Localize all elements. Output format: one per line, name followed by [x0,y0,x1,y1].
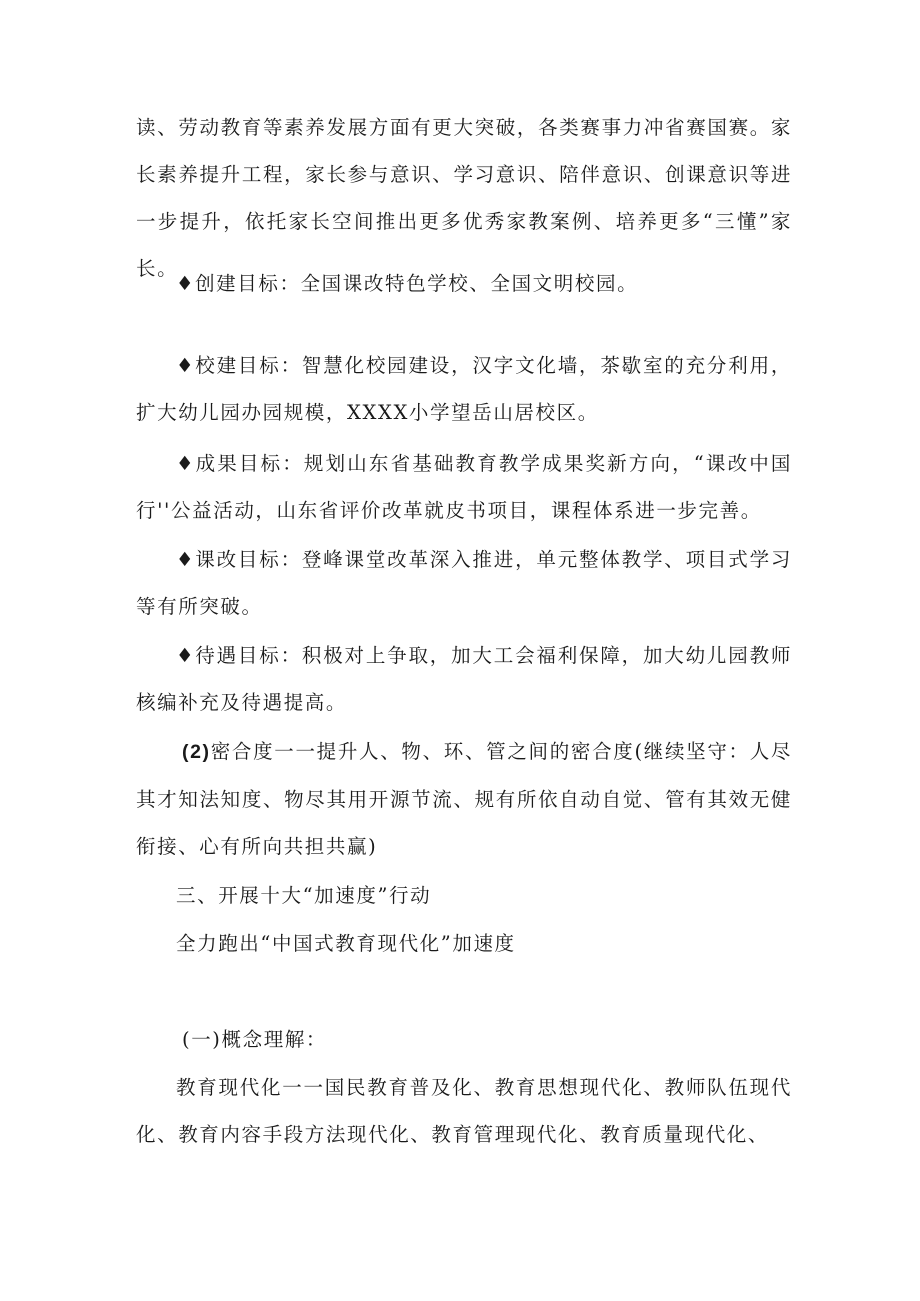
paragraph-closeness [136,728,792,870]
section-heading-acceleration: 三、开展十大“加速度”行动 [176,884,432,907]
paragraph-modernization-speed: 全力跑出“中国式教育现代化”加速度 [176,932,516,955]
paragraph-campus-goal: ♦校建目标：智慧化校园建设，汉字文化墙，茶歇室的充分利用，扩大幼儿园办园规模，XXXX小学望岳山居校区。 [136,354,792,424]
closeness-text: 密合度一一提升人、物、环、管之间的密合度(继续坚守：人尽其才知法知度、物尽其用开源节流、规有所依自动自觉、管有其效无健衔接、心有所向共担共赢) [136,740,792,858]
item-number: (2) [182,741,211,763]
paragraph-achievement-goal: ♦成果目标：规划山东省基础教育教学成果奖新方向，“课改中国行''公益活动，山东省评价改革就皮书项目，课程体系进一步完善。 [136,452,792,522]
subheading-concept: (一)概念理解： [182,1028,328,1051]
paragraph-reform-goal: ♦课改目标：登峰课堂改革深入推进，单元整体教学、项目式学习等有所突破。 [136,548,792,618]
paragraph-family-literacy: 读、劳动教育等素养发展方面有更大突破，各类赛事力冲省赛国赛。家长素养提升工程，家长参与意识、学习意识、陪伴意识、创课意识等进一步提升，依托家长空间推出更多优秀家教案例、培养更多“三懂”家长。 [136,116,792,280]
paragraph-creation-goal: ♦创建目标：全国课改特色学校、全国文明校园。 [176,272,639,295]
paragraph-treatment-goal: ♦待遇目标：积极对上争取，加大工会福利保障，加大幼儿园教师核编补充及待遇提高。 [136,644,792,714]
paragraph-modernization-definition: 教育现代化一一国民教育普及化、教育思想现代化、教师队伍现代化、教育内容手段方法现代化、教育管理现代化、教育质量现代化、 [136,1076,792,1146]
